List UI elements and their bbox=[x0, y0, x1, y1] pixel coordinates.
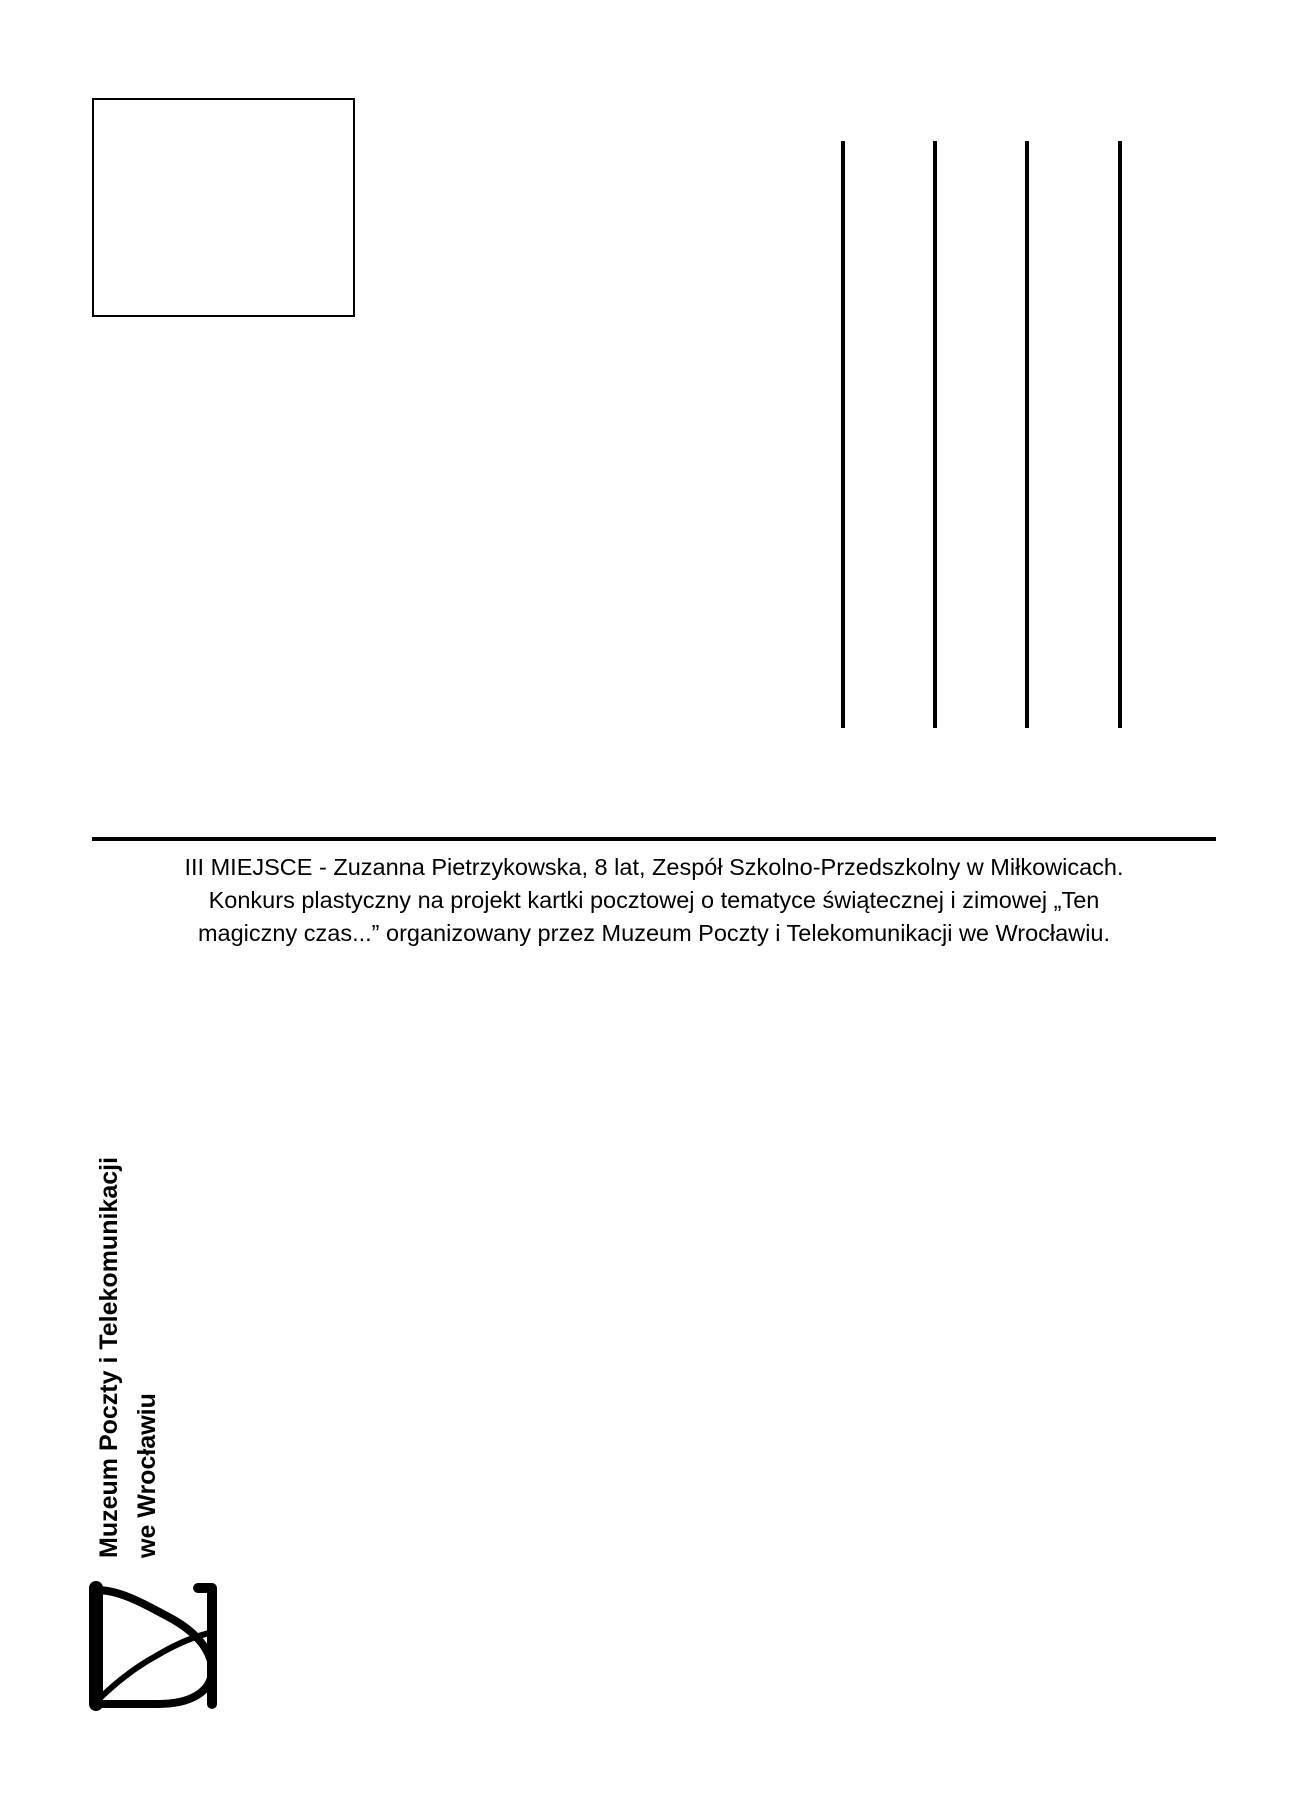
museum-name-line-1: Muzeum Poczty i Telekomunikacji bbox=[95, 1156, 123, 1558]
address-line-2 bbox=[933, 141, 937, 728]
horizontal-divider bbox=[92, 837, 1216, 841]
address-line-4 bbox=[1118, 141, 1122, 728]
address-line-3 bbox=[1025, 141, 1029, 728]
award-caption bbox=[92, 851, 1216, 950]
museum-logo-icon bbox=[86, 1580, 222, 1711]
stamp-box bbox=[92, 98, 355, 317]
address-line-1 bbox=[841, 141, 845, 728]
museum-name bbox=[90, 1157, 166, 1558]
museum-name-line-2: we Wrocławiu bbox=[133, 1393, 161, 1558]
caption-line-3: magiczny czas...” organizowany przez Muzeum Poczty i Telekomunikacji we Wrocławiu. bbox=[197, 920, 1111, 946]
caption-line-2: Konkurs plastyczny na projekt kartki pocztowej o tematyce świątecznej i zimowej „Ten bbox=[208, 887, 1100, 913]
caption-line-1: III MIEJSCE - Zuzanna Pietrzykowska, 8 lat, Zespół Szkolno-Przedszkolny w Miłkowicach. bbox=[184, 854, 1124, 880]
